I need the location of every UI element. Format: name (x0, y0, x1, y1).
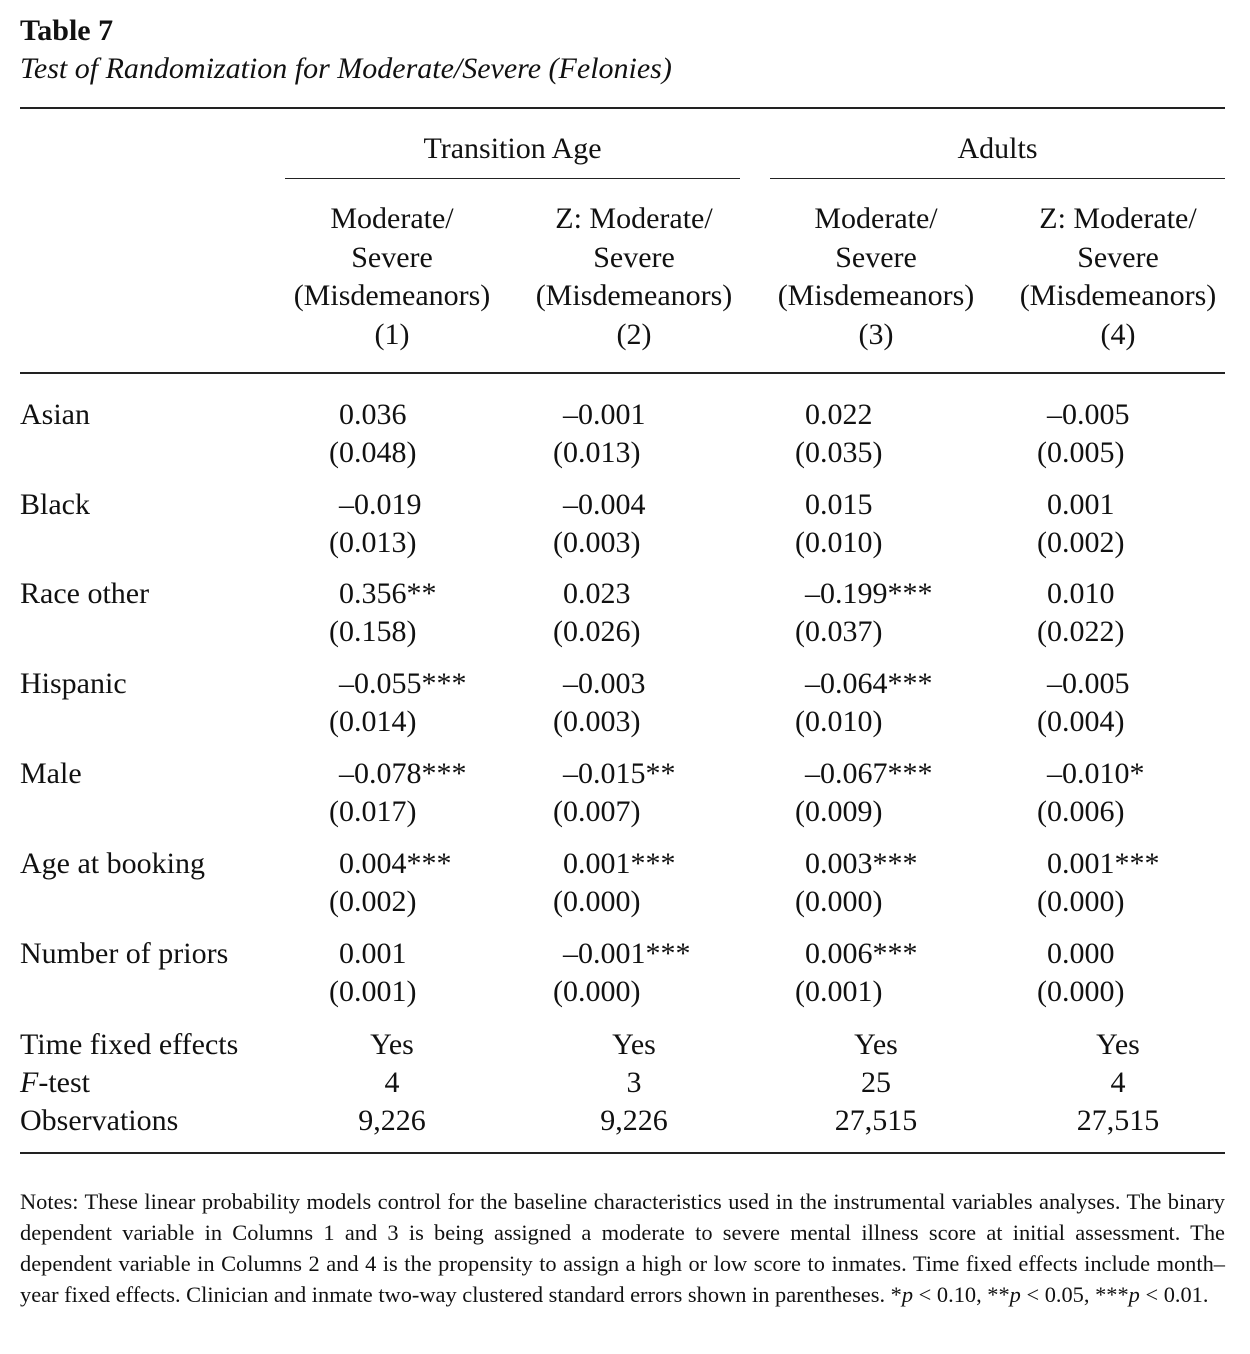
standard-error-cell: (0.022) (1037, 615, 1125, 648)
standard-error-cell: (0.035) (795, 436, 883, 469)
standard-error-cell: (0.037) (795, 615, 883, 648)
significance-stars: *** (421, 667, 467, 700)
group-label-adults: Adults (957, 132, 1038, 165)
header-rule (20, 372, 1225, 374)
column-header-number: (2) (616, 317, 652, 351)
coefficient-value: –0.001 (563, 398, 646, 431)
standard-error-cell: (0.000) (1037, 885, 1125, 918)
standard-error-cell: (0.001) (795, 975, 883, 1008)
coefficient-value: –0.003 (563, 667, 646, 700)
coefficient-value: –0.005 (1047, 667, 1130, 700)
standard-error-cell: (0.009) (795, 795, 883, 828)
coefficient-cell (339, 847, 452, 881)
standard-error-cell: (0.006) (1037, 795, 1125, 828)
coefficient-value: –0.001 (563, 937, 646, 970)
coefficient-cell (805, 757, 933, 791)
coefficient-value: –0.199 (805, 577, 888, 610)
column-header-number: (1) (374, 317, 410, 351)
coefficient-value: 0.015 (805, 488, 873, 521)
coefficient-value: –0.005 (1047, 398, 1130, 431)
coefficient-cell (805, 667, 933, 701)
standard-error-cell: (0.004) (1037, 705, 1125, 738)
significance-stars: *** (406, 847, 452, 880)
sig-stars: * (890, 1282, 902, 1307)
group-rule-transition-age (285, 178, 740, 179)
coefficient-cell (1047, 847, 1160, 881)
coefficient-cell (339, 667, 467, 701)
row-label: Race other (20, 577, 150, 610)
column-header-line3: (Misdemeanors) (1019, 279, 1217, 312)
column-header-number: (3) (858, 317, 894, 351)
coefficient-cell (1047, 937, 1115, 971)
standard-error-cell: (0.002) (329, 885, 417, 918)
coefficient-value: 0.010 (1047, 577, 1115, 610)
standard-error-cell: (0.014) (329, 705, 417, 738)
coefficient-cell (805, 398, 873, 432)
sig-stars: *** (1095, 1282, 1129, 1307)
coefficient-value: 0.004 (339, 847, 407, 880)
coefficient-cell (339, 398, 407, 432)
significance-legend (891, 1282, 1209, 1307)
summary-value-cell: Yes (612, 1028, 656, 1061)
standard-error-cell: (0.003) (553, 705, 641, 738)
summary-value-cell: 27,515 (834, 1104, 918, 1137)
column-header-line3: (Misdemeanors) (293, 279, 491, 312)
coefficient-cell (563, 398, 646, 432)
summary-row-label (20, 1028, 238, 1062)
coefficient-value: –0.015 (563, 757, 646, 790)
row-label: Number of priors (20, 937, 229, 970)
significance-stars: *** (887, 577, 933, 610)
row-label: Age at booking (20, 847, 205, 880)
standard-error-cell: (0.010) (795, 705, 883, 738)
table-title: Table 7 (20, 14, 114, 47)
sig-stars: ** (987, 1282, 1010, 1307)
coefficient-value: 0.001 (1047, 488, 1115, 521)
standard-error-cell: (0.026) (553, 615, 641, 648)
coefficient-cell (563, 937, 691, 971)
column-header-line2: Severe (593, 240, 675, 274)
column-header-1 (272, 200, 512, 354)
significance-stars: *** (421, 757, 467, 790)
group-label-transition-age: Transition Age (423, 132, 602, 165)
summary-value-cell: Yes (1096, 1028, 1140, 1061)
standard-error-cell: (0.013) (329, 526, 417, 559)
sig-variable: p (1009, 1282, 1021, 1307)
summary-label-italic: F (20, 1066, 39, 1099)
coefficient-value: –0.055 (339, 667, 422, 700)
coefficient-cell (339, 757, 467, 791)
standard-error-cell: (0.002) (1037, 526, 1125, 559)
coefficient-value: –0.004 (563, 488, 646, 521)
row-label: Male (20, 757, 82, 790)
summary-value-cell: 9,226 (358, 1104, 426, 1137)
standard-error-cell: (0.000) (553, 885, 641, 918)
standard-error-cell: (0.048) (329, 436, 417, 469)
significance-stars: *** (1114, 847, 1160, 880)
column-header-2 (514, 200, 754, 354)
coefficient-value: 0.001 (1047, 847, 1115, 880)
coefficient-cell (805, 847, 918, 881)
significance-stars: *** (872, 937, 918, 970)
coefficient-value: 0.022 (805, 398, 873, 431)
column-header-3 (756, 200, 996, 354)
summary-row-label (20, 1066, 90, 1100)
coefficient-cell (563, 577, 631, 611)
sig-variable: p (901, 1282, 914, 1307)
significance-stars: *** (887, 757, 933, 790)
standard-error-cell: (0.007) (553, 795, 641, 828)
standard-error-cell: (0.000) (1037, 975, 1125, 1008)
summary-value-cell: 25 (861, 1066, 891, 1099)
coefficient-cell (563, 757, 676, 791)
standard-error-cell: (0.000) (553, 975, 641, 1008)
significance-stars: ** (406, 577, 437, 610)
summary-value-cell: 4 (384, 1066, 400, 1099)
significance-stars: *** (645, 937, 691, 970)
coefficient-cell (1047, 398, 1130, 432)
coefficient-value: –0.019 (339, 488, 422, 521)
group-rule-adults (770, 178, 1225, 179)
top-rule (20, 107, 1225, 109)
significance-stars: ** (645, 757, 676, 790)
table-notes (20, 1186, 1225, 1310)
summary-value-cell: Yes (370, 1028, 414, 1061)
summary-value-cell: Yes (854, 1028, 898, 1061)
coefficient-value: –0.010 (1047, 757, 1130, 790)
coefficient-value: 0.003 (805, 847, 873, 880)
row-label: Asian (20, 398, 90, 431)
standard-error-cell: (0.158) (329, 615, 417, 648)
column-header-line3: (Misdemeanors) (535, 279, 733, 312)
sig-threshold: < 0.05, (1020, 1282, 1096, 1307)
coefficient-cell (1047, 488, 1115, 522)
row-label: Black (20, 488, 90, 521)
coefficient-cell (339, 577, 437, 611)
column-header-line3: (Misdemeanors) (777, 279, 975, 312)
column-header-line1: Moderate/ (330, 202, 454, 235)
coefficient-cell (805, 577, 933, 611)
summary-label-text: Time fixed effects (20, 1028, 239, 1061)
summary-value-cell: 27,515 (1076, 1104, 1160, 1137)
notes-body: Notes: These linear probability models control for the baseline characteristics used in the instrumental variables analyses. The binary dependent variable in Columns 1 and 3 is being assigned a moderate to severe mental illness score at initial assessment. The dependent variable in Columns 2 and 4 is the propensity to assign a high or low score to inmates. Time fixed effects include month–year fixed effects. Clinician and inmate two-way clustered standard errors shown in parentheses. (20, 1189, 1225, 1307)
coefficient-value: 0.023 (563, 577, 631, 610)
summary-label-text: Observations (20, 1104, 179, 1137)
coefficient-cell (563, 847, 676, 881)
coefficient-cell (1047, 667, 1130, 701)
summary-value-cell: 4 (1110, 1066, 1126, 1099)
standard-error-cell: (0.001) (329, 975, 417, 1008)
significance-stars: * (1129, 757, 1145, 790)
column-header-line1: Z: Moderate/ (1039, 202, 1197, 235)
coefficient-value: –0.078 (339, 757, 422, 790)
standard-error-cell: (0.013) (553, 436, 641, 469)
coefficient-value: –0.064 (805, 667, 888, 700)
standard-error-cell: (0.005) (1037, 436, 1125, 469)
column-header-line2: Severe (835, 240, 917, 274)
significance-stars: *** (887, 667, 933, 700)
table-subtitle: Test of Randomization for Moderate/Severe (Felonies) (20, 52, 672, 85)
standard-error-cell: (0.010) (795, 526, 883, 559)
coefficient-cell (563, 667, 646, 701)
summary-label-text: -test (38, 1066, 90, 1099)
summary-value-cell: 3 (626, 1066, 642, 1099)
coefficient-cell (1047, 757, 1145, 791)
coefficient-cell (563, 488, 646, 522)
standard-error-cell: (0.017) (329, 795, 417, 828)
row-label: Hispanic (20, 667, 127, 700)
coefficient-value: 0.356 (339, 577, 407, 610)
standard-error-cell: (0.000) (795, 885, 883, 918)
sig-threshold: < 0.01. (1139, 1282, 1209, 1307)
significance-stars: *** (630, 847, 676, 880)
coefficient-value: 0.001 (563, 847, 631, 880)
coefficient-cell (805, 937, 918, 971)
coefficient-cell (339, 937, 407, 971)
summary-value-cell: 9,226 (600, 1104, 668, 1137)
bottom-rule (20, 1152, 1225, 1154)
column-header-line2: Severe (1077, 240, 1159, 274)
coefficient-value: 0.000 (1047, 937, 1115, 970)
column-header-number: (4) (1100, 317, 1136, 351)
sig-threshold: < 0.10, (913, 1282, 988, 1307)
coefficient-value: 0.006 (805, 937, 873, 970)
coefficient-cell (805, 488, 873, 522)
column-header-line2: Severe (351, 240, 433, 274)
coefficient-value: –0.067 (805, 757, 888, 790)
sig-variable: p (1128, 1282, 1140, 1307)
column-header-line1: Z: Moderate/ (555, 202, 713, 235)
summary-row-label (20, 1104, 178, 1138)
column-header-4 (998, 200, 1238, 354)
coefficient-value: 0.036 (339, 398, 407, 431)
coefficient-cell (1047, 577, 1115, 611)
coefficient-cell (339, 488, 422, 522)
significance-stars: *** (872, 847, 918, 880)
standard-error-cell: (0.003) (553, 526, 641, 559)
column-header-line1: Moderate/ (814, 202, 938, 235)
coefficient-value: 0.001 (339, 937, 407, 970)
